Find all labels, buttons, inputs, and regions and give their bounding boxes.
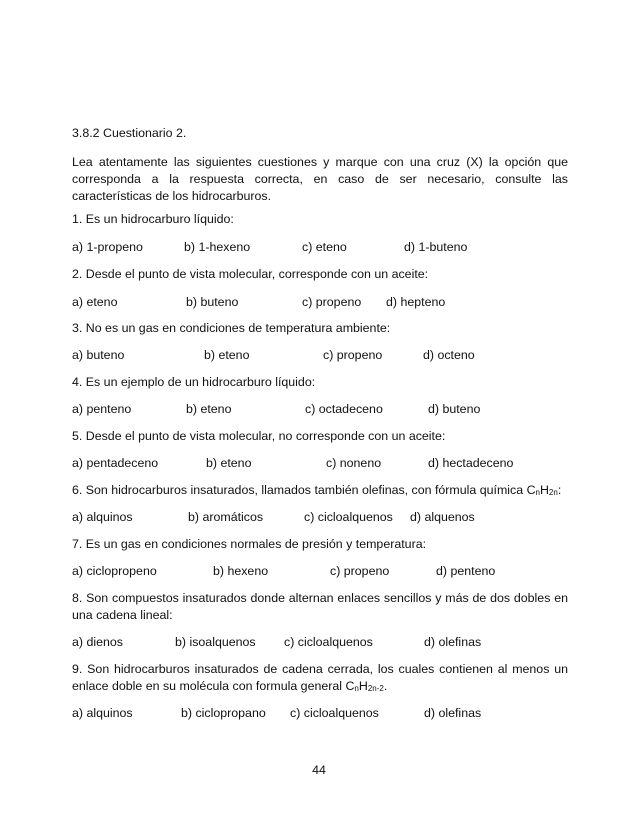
q4-option-b[interactable]: b) eteno: [186, 402, 232, 416]
q7-option-a[interactable]: a) ciclopropeno: [72, 564, 157, 578]
q9-subscript-n: n: [354, 684, 359, 693]
q1-option-c[interactable]: c) eteno: [302, 240, 347, 254]
q7-option-d[interactable]: d) penteno: [436, 564, 496, 578]
q8-option-d[interactable]: d) olefinas: [424, 635, 482, 649]
q9-end: .: [383, 679, 388, 693]
q5-option-c[interactable]: c) noneno: [326, 456, 382, 470]
q8-option-a[interactable]: a) dienos: [72, 635, 123, 649]
q3-option-d[interactable]: d) octeno: [423, 348, 475, 362]
q3-option-b[interactable]: b) eteno: [204, 348, 250, 362]
q1-option-a[interactable]: a) 1-propeno: [72, 240, 143, 254]
q6-h: H: [539, 483, 549, 497]
q6-subscript-2n: 2n: [548, 488, 558, 497]
q9-option-d[interactable]: d) olefinas: [424, 706, 482, 720]
q2-option-b[interactable]: b) buteno: [186, 295, 239, 309]
q3-option-a[interactable]: a) buteno: [72, 348, 125, 362]
q6-option-c[interactable]: c) cicloalquenos: [304, 510, 393, 524]
q1-option-b[interactable]: b) 1-hexeno: [184, 240, 251, 254]
q8-option-c[interactable]: c) cicloalquenos: [284, 635, 373, 649]
q1-option-d[interactable]: d) 1-buteno: [404, 240, 468, 254]
question-5: 5. Desde el punto de vista molecular, no corresponde con un aceite:: [72, 429, 446, 443]
question-9: [72, 661, 568, 695]
q9-subscript-2n-2: 2n-2: [367, 684, 384, 693]
q2-option-a[interactable]: a) eteno: [72, 295, 118, 309]
q9-option-b[interactable]: b) ciclopropano: [181, 706, 266, 720]
intro-paragraph: Lea atentamente las siguientes cuestiones y marque con una cruz (X) la opción que corresponda a la respuesta correcta, en caso de ser necesario, consulte las características de los hidrocarburos.: [72, 155, 568, 203]
q3-option-c[interactable]: c) propeno: [323, 348, 383, 362]
q7-option-c[interactable]: c) propeno: [330, 564, 390, 578]
page-number: 44: [312, 763, 326, 777]
q9-option-c[interactable]: c) cicloalquenos: [290, 706, 379, 720]
q2-option-d[interactable]: d) hepteno: [386, 295, 446, 309]
question-4: 4. Es un ejemplo de un hidrocarburo líquido:: [72, 375, 316, 389]
question-7: 7. Es un gas en condiciones normales de presión y temperatura:: [72, 537, 427, 551]
q8-option-b[interactable]: b) isoalquenos: [175, 635, 256, 649]
q5-option-a[interactable]: a) pentadeceno: [72, 456, 159, 470]
question-1: 1. Es un hidrocarburo líquido:: [72, 212, 234, 226]
q5-option-d[interactable]: d) hectadeceno: [428, 456, 514, 470]
q7-option-b[interactable]: b) hexeno: [213, 564, 269, 578]
q6-option-b[interactable]: b) aromáticos: [188, 510, 264, 524]
q6-option-a[interactable]: a) alquinos: [72, 510, 133, 524]
q9-text: 9. Son hidrocarburos insaturados de cadena cerrada, los cuales contienen al menos un enlace doble en su molécula con formula general C: [72, 662, 568, 693]
q6-text: 6. Son hidrocarburos insaturados, llamados también olefinas, con fórmula química C: [72, 483, 536, 497]
q2-option-c[interactable]: c) propeno: [302, 295, 362, 309]
question-3: 3. No es un gas en condiciones de temperatura ambiente:: [72, 321, 391, 335]
q5-option-b[interactable]: b) eteno: [206, 456, 252, 470]
question-2: 2. Desde el punto de vista molecular, corresponde con un aceite:: [72, 267, 429, 281]
q6-subscript-n: n: [535, 488, 540, 497]
q9-option-a[interactable]: a) alquinos: [72, 706, 133, 720]
q6-option-d[interactable]: d) alquenos: [410, 510, 475, 524]
question-8: 8. Son compuestos insaturados donde alternan enlaces sencillos y más de dos dobles en una cadena lineal:: [72, 591, 568, 622]
q4-option-d[interactable]: d) buteno: [428, 402, 481, 416]
q6-end: :: [557, 483, 562, 497]
q4-option-a[interactable]: a) penteno: [72, 402, 132, 416]
question-6: [72, 482, 568, 499]
q9-h: H: [358, 679, 368, 693]
q4-option-c[interactable]: c) octadeceno: [305, 402, 383, 416]
section-title: 3.8.2 Cuestionario 2.: [72, 126, 187, 140]
